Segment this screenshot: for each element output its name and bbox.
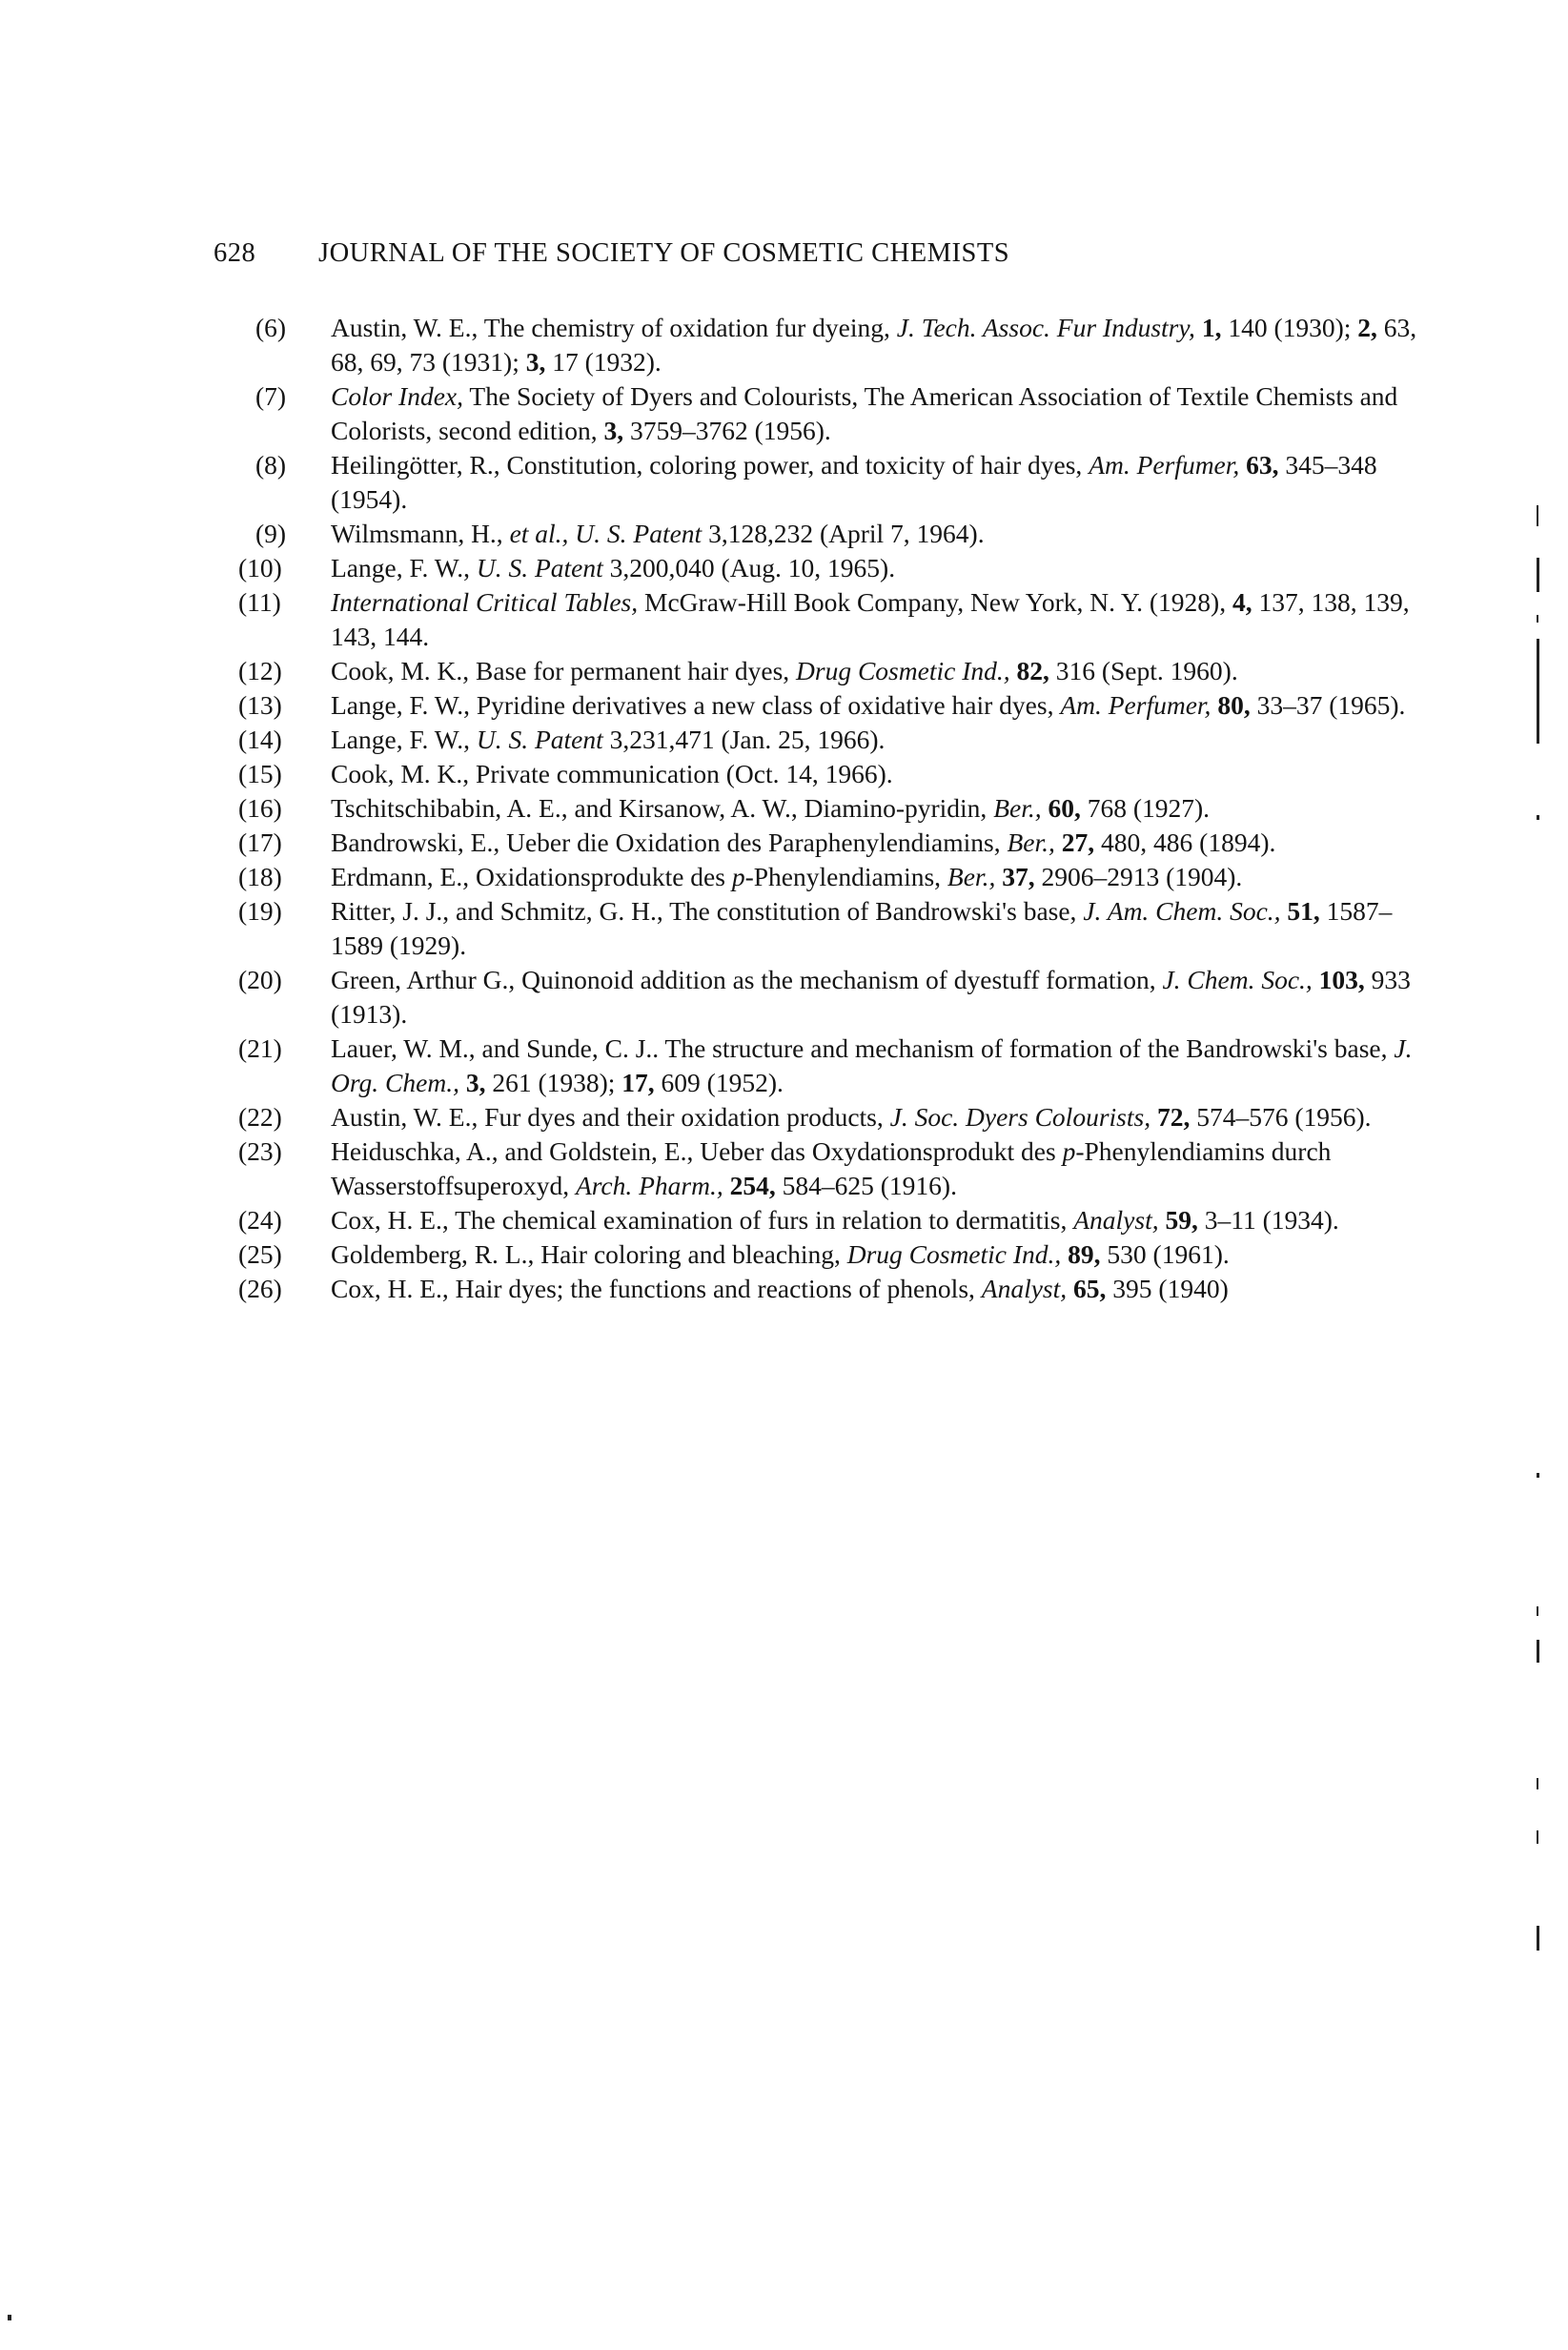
reference-text <box>331 723 1432 757</box>
reference-number: (21) <box>238 1033 282 1063</box>
reference-text <box>331 826 1432 860</box>
reference-number: (13) <box>238 690 282 720</box>
reference-text <box>331 379 1432 448</box>
text-segment: 63, 68, 69, 73 (1931); <box>331 313 1417 377</box>
italic-segment: Drug Cosmetic Ind., <box>796 656 1010 685</box>
italic-segment: Drug Cosmetic Ind., <box>846 1239 1062 1269</box>
italic-segment: International Critical Tables, <box>331 587 639 617</box>
text-segment: 609 (1952). <box>654 1068 784 1097</box>
volume-number: 60, <box>1048 793 1081 823</box>
text-segment <box>1195 313 1202 342</box>
italic-segment: J. Chem. Soc., <box>1162 965 1313 994</box>
reference-item <box>0 826 1432 860</box>
italic-segment: Am. Perfumer, <box>1060 690 1212 720</box>
volume-number: 254, <box>729 1171 776 1200</box>
reference-item <box>0 1134 1432 1203</box>
reference-item <box>0 654 1432 688</box>
italic-segment: Ber., <box>1007 828 1055 857</box>
reference-item <box>0 551 1432 585</box>
reference-item <box>0 1032 1432 1100</box>
text-segment: 3759–3762 (1956). <box>623 416 831 445</box>
reference-number: (10) <box>238 553 282 582</box>
italic-segment: Color Index, <box>331 381 464 411</box>
text-segment: -Phenylendiamins, <box>744 862 947 891</box>
volume-number: 3, <box>465 1068 486 1097</box>
text-segment: Heilingötter, R., Constitution, coloring power, and toxicity of hair dyes, <box>331 450 1089 480</box>
volume-number: 72, <box>1156 1102 1191 1132</box>
reference-item <box>0 894 1432 963</box>
text-segment: Lange, F. W., <box>331 725 477 754</box>
text-segment <box>1151 1102 1157 1132</box>
reference-number: (11) <box>238 587 281 617</box>
volume-number: 82, <box>1016 656 1049 685</box>
reference-item <box>0 1100 1432 1134</box>
text-segment: Cox, H. E., Hair dyes; the functions and reactions of phenols, <box>331 1274 982 1303</box>
italic-segment: Analyst, <box>981 1274 1068 1303</box>
volume-number: 2, <box>1357 313 1377 342</box>
text-segment: Goldemberg, R. L., Hair coloring and bleaching, <box>331 1239 847 1269</box>
journal-title: JOURNAL OF THE SOCIETY OF COSMETIC CHEMISTS <box>318 238 1010 268</box>
text-segment: 345–348 (1954). <box>331 450 1377 514</box>
reference-number: (20) <box>238 965 282 994</box>
text-segment: -Phenylendiamins durch Wasserstoffsuperoxyd, <box>331 1136 1332 1200</box>
text-segment: Heiduschka, A., and Goldstein, E., Ueber das Oxydationsprodukt des <box>331 1136 1063 1166</box>
italic-segment: p <box>731 862 745 891</box>
volume-number: 89, <box>1068 1239 1101 1269</box>
text-segment: 1587–1589 (1929). <box>331 896 1393 960</box>
reference-number: (25) <box>238 1239 282 1269</box>
italic-segment: J. Soc. Dyers Colourists, <box>889 1102 1151 1132</box>
italic-segment: Am. Perfumer, <box>1089 450 1240 480</box>
volume-number: 51, <box>1287 896 1320 926</box>
reference-text <box>331 757 1432 791</box>
italic-segment: Ber., <box>947 862 996 891</box>
reference-text <box>331 1032 1432 1100</box>
italic-segment: et al., U. S. Patent <box>509 519 703 548</box>
italic-segment: J. Am. Chem. Soc., <box>1083 896 1281 926</box>
volume-number: 103, <box>1318 965 1365 994</box>
reference-item <box>0 688 1432 723</box>
italic-segment: U. S. Patent <box>476 553 603 582</box>
text-segment: McGraw-Hill Book Company, New York, N. Y. (1928), <box>638 587 1232 617</box>
reference-number: (19) <box>238 896 282 926</box>
volume-number: 80, <box>1217 690 1251 720</box>
reference-item <box>0 1237 1432 1272</box>
text-segment: 395 (1940) <box>1106 1274 1229 1303</box>
text-segment: Cook, M. K., Base for permanent hair dyes, <box>331 656 797 685</box>
text-segment <box>1067 1274 1073 1303</box>
reference-item <box>0 791 1432 826</box>
reference-number: (7) <box>255 381 287 411</box>
text-segment: 140 (1930); <box>1221 313 1358 342</box>
italic-segment: Analyst, <box>1073 1205 1159 1235</box>
reference-item <box>0 963 1432 1032</box>
reference-item <box>0 1203 1432 1237</box>
text-segment: Lange, F. W., <box>331 553 477 582</box>
volume-number: 37, <box>1002 862 1035 891</box>
volume-number: 27, <box>1061 828 1095 857</box>
reference-item <box>0 723 1432 757</box>
text-segment <box>1313 965 1319 994</box>
reference-text <box>331 551 1432 585</box>
text-segment: 33–37 (1965). <box>1250 690 1406 720</box>
reference-text <box>331 654 1432 688</box>
text-segment: Lauer, W. M., and Sunde, C. J.. The structure and mechanism of formation of the Bandrowski's base, <box>331 1033 1395 1063</box>
text-segment: 3,200,040 (Aug. 10, 1965). <box>602 553 896 582</box>
text-segment: 261 (1938); <box>485 1068 622 1097</box>
reference-number: (9) <box>255 519 287 548</box>
reference-text <box>331 517 1432 551</box>
text-segment: 3–11 (1934). <box>1197 1205 1339 1235</box>
text-segment: Austin, W. E., The chemistry of oxidation fur dyeing, <box>331 313 897 342</box>
reference-number: (14) <box>238 725 282 754</box>
volume-number: 3, <box>603 416 624 445</box>
reference-item <box>0 860 1432 894</box>
reference-text <box>331 1272 1432 1306</box>
text-segment: Cook, M. K., Private communication (Oct. 14, 1966). <box>331 759 893 788</box>
text-segment: Cox, H. E., The chemical examination of furs in relation to dermatitis, <box>331 1205 1074 1235</box>
text-segment: Austin, W. E., Fur dyes and their oxidation products, <box>331 1102 890 1132</box>
reference-text <box>331 791 1432 826</box>
text-segment: 584–625 (1916). <box>775 1171 957 1200</box>
reference-number: (18) <box>238 862 282 891</box>
reference-number: (8) <box>255 450 287 480</box>
text-segment: Ritter, J. J., and Schmitz, G. H., The constitution of Bandrowski's base, <box>331 896 1084 926</box>
reference-text <box>331 448 1432 517</box>
text-segment: Erdmann, E., Oxidationsprodukte des <box>331 862 732 891</box>
text-segment: 316 (Sept. 1960). <box>1049 656 1238 685</box>
reference-number: (17) <box>238 828 282 857</box>
text-segment: 17 (1932). <box>545 347 662 377</box>
volume-number: 65, <box>1073 1274 1107 1303</box>
text-segment: Wilmsmann, H., <box>331 519 510 548</box>
reference-number: (12) <box>238 656 282 685</box>
text-segment: 137, 138, 139, 143, 144. <box>331 587 1410 651</box>
text-segment <box>1055 828 1062 857</box>
reference-item <box>0 448 1432 517</box>
reference-number: (22) <box>238 1102 282 1132</box>
reference-item <box>0 517 1432 551</box>
reference-number: (23) <box>238 1136 282 1166</box>
reference-number: (16) <box>238 793 282 823</box>
volume-number: 17, <box>621 1068 655 1097</box>
volume-number: 3, <box>525 347 546 377</box>
text-segment: 2906–2913 (1904). <box>1034 862 1243 891</box>
text-segment: Lange, F. W., Pyridine derivatives a new class of oxidative hair dyes, <box>331 690 1061 720</box>
text-segment: 768 (1927). <box>1080 793 1211 823</box>
text-segment: 933 (1913). <box>331 965 1411 1029</box>
reference-item <box>0 379 1432 448</box>
text-segment: Bandrowski, E., Ueber die Oxidation des Paraphenylendiamins, <box>331 828 1008 857</box>
italic-segment: Arch. Pharm., <box>575 1171 723 1200</box>
italic-segment: Ber., <box>993 793 1042 823</box>
italic-segment: U. S. Patent <box>476 725 603 754</box>
reference-item <box>0 1272 1432 1306</box>
text-segment: 480, 486 (1894). <box>1094 828 1276 857</box>
text-segment: 530 (1961). <box>1100 1239 1230 1269</box>
reference-text <box>331 963 1432 1032</box>
italic-segment: J. Tech. Assoc. Fur Industry, <box>896 313 1195 342</box>
volume-number: 59, <box>1165 1205 1198 1235</box>
reference-number: (26) <box>238 1274 282 1303</box>
reference-text <box>331 1100 1432 1134</box>
italic-segment: J. Org. Chem., <box>331 1033 1413 1097</box>
reference-text <box>331 860 1432 894</box>
reference-item <box>0 757 1432 791</box>
reference-number: (24) <box>238 1205 282 1235</box>
reference-number: (6) <box>255 313 287 342</box>
reference-item <box>0 311 1432 379</box>
text-segment: 574–576 (1956). <box>1190 1102 1372 1132</box>
text-segment: 3,231,471 (Jan. 25, 1966). <box>602 725 886 754</box>
reference-item <box>0 585 1432 654</box>
reference-list <box>0 311 1568 1306</box>
reference-number: (15) <box>238 759 282 788</box>
reference-text <box>331 1134 1432 1203</box>
italic-segment: p <box>1062 1136 1076 1166</box>
volume-number: 63, <box>1246 450 1279 480</box>
volume-number: 1, <box>1201 313 1222 342</box>
text-segment: 3,128,232 (April 7, 1964). <box>702 519 985 548</box>
text-segment: Tschitschibabin, A. E., and Kirsanow, A. W., Diamino-pyridin, <box>331 793 994 823</box>
page-number: 628 <box>214 238 256 268</box>
reference-text <box>331 688 1432 723</box>
text-segment <box>459 1068 466 1097</box>
reference-text <box>331 1203 1432 1237</box>
text-segment: The Society of Dyers and Colourists, The American Association of Textile Chemists and Colorists, second edition, <box>331 381 1398 445</box>
reference-text <box>331 1237 1432 1272</box>
text-segment: Green, Arthur G., Quinonoid addition as the mechanism of dyestuff formation, <box>331 965 1163 994</box>
volume-number: 4, <box>1232 587 1252 617</box>
running-header <box>214 238 1262 269</box>
reference-text <box>331 894 1432 963</box>
reference-text <box>331 311 1432 379</box>
reference-text <box>331 585 1432 654</box>
text-segment <box>723 1171 730 1200</box>
